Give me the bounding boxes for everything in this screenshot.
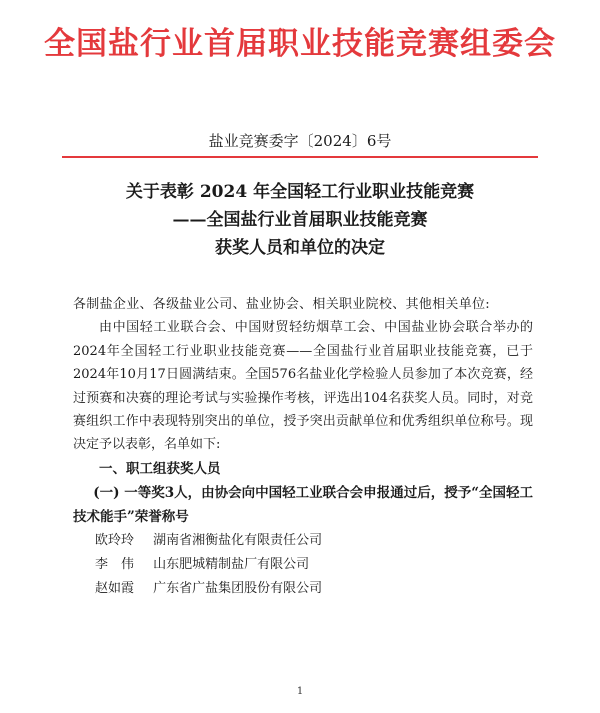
winner-organization: 山东肥城精制盐厂有限公司 (153, 556, 310, 572)
winner-organization: 广东省广盐集团股份有限公司 (153, 580, 323, 596)
winner-row (73, 577, 533, 601)
body-paragraph: 由中国轻工业联合会、中国财贸轻纺烟草工会、中国盐业协会联合举办的2024年全国轻工行业职业技能竞赛——全国盐行业首届职业技能竞赛，已于2024年10月17日圆满结束。全国576名盐业化学检验人员参加了本次竞赛，经过预赛和决赛的理论考试与实验操作考核，评选出104名获奖人员。同时，对竞赛组织工作中表现特别突出的单位，授予突出贡献单位和优秀组织单位称号。现决定予以表彰，名单如下: (73, 320, 533, 453)
document-title (0, 178, 600, 262)
winner-row (73, 553, 533, 577)
issuing-committee-header: 全国盐行业首届职业技能竞赛组委会 (44, 26, 556, 62)
salutation: 各制盐企业、各级盐业公司、盐业协会、相关职业院校、其他相关单位: (73, 297, 490, 312)
page-number: 1 (296, 686, 304, 697)
award-heading: (一) 一等奖3人，由协会向中国轻工业联合会申报通过后，授予“全国轻工技术能手”荣誉称号 (73, 484, 533, 525)
title-line-3: 获奖人员和单位的决定 (215, 238, 385, 258)
winner-organization: 湖南省湘衡盐化有限责任公司 (153, 532, 323, 548)
winner-name: 赵如霞 (95, 580, 135, 596)
red-divider-line (62, 156, 538, 158)
winner-name: 李 伟 (95, 556, 135, 572)
document-number: 盐业竞赛委字〔2024〕6号 (208, 132, 392, 150)
title-line-2: ——全国盐行业首届职业技能竞赛 (172, 210, 428, 230)
title-line-1: 关于表彰 2024 年全国轻工行业职业技能竞赛 (125, 182, 475, 202)
winner-name: 欧玲玲 (95, 532, 135, 548)
document-body (73, 293, 533, 601)
winner-row (73, 529, 533, 553)
section-heading: 一、职工组获奖人员 (99, 460, 221, 477)
